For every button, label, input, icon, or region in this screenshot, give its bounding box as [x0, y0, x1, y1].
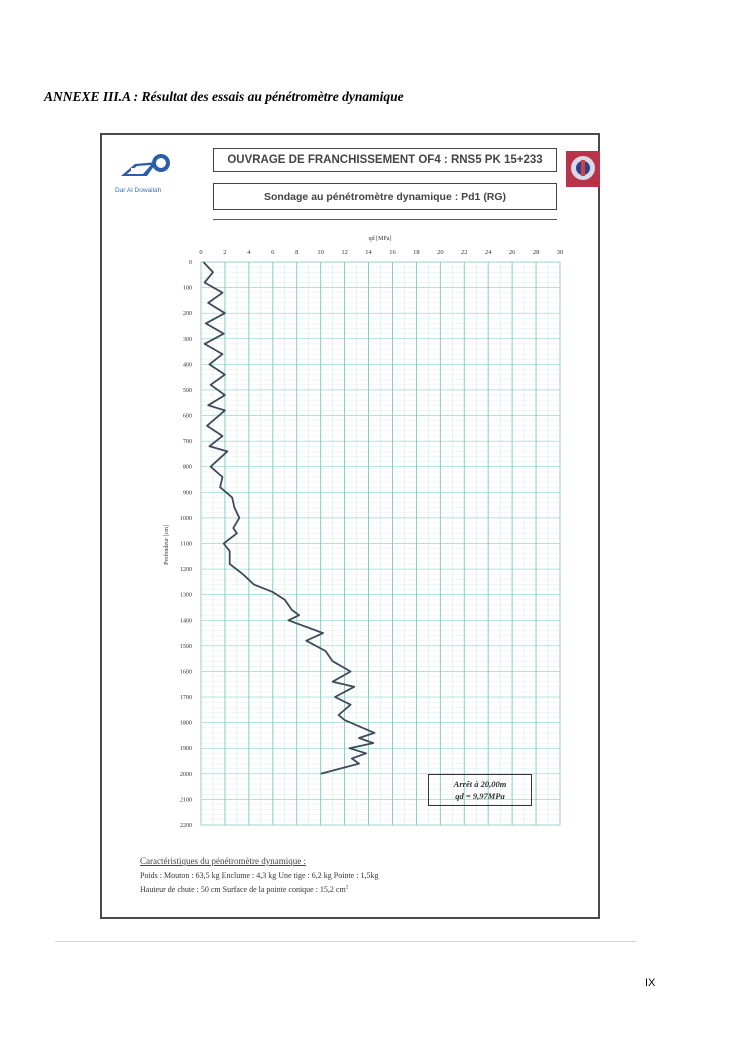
- x-axis-label: qd [MPa]: [368, 236, 392, 242]
- page-number: IX: [645, 977, 656, 989]
- y-tick-label: 0: [189, 260, 192, 266]
- scan-edge: [55, 941, 637, 942]
- y-tick-label: 2000: [180, 771, 192, 778]
- y-tick-label: 1200: [180, 567, 192, 574]
- x-tick-label: 26: [508, 249, 516, 256]
- x-tick-label: 28: [532, 249, 540, 256]
- stop-qd-text: qd = 9,97MPa: [455, 791, 505, 801]
- x-tick-label: 10: [317, 249, 324, 256]
- y-tick-label: 600: [183, 413, 192, 420]
- x-tick-label: 20: [437, 249, 444, 256]
- y-tick-label: 1700: [180, 695, 192, 702]
- org-name: Dar Al Dowailah: [115, 187, 162, 194]
- x-tick-label: 2: [223, 249, 227, 256]
- stop-annotation-box: [428, 774, 532, 806]
- y-tick-label: 2100: [180, 797, 192, 804]
- project-title: OUVRAGE DE FRANCHISSEMENT OF4 : RNS5 PK 15+233: [227, 154, 543, 166]
- y-tick-label: 1500: [180, 643, 192, 650]
- x-tick-label: 12: [341, 249, 348, 256]
- x-tick-label: 16: [389, 249, 396, 256]
- y-tick-label: 1300: [180, 592, 192, 599]
- specs-weights: Poids : Mouton : 63,5 kg Enclume : 4,3 kg Une tige : 6,2 kg Pointe : 1,5kg: [140, 871, 379, 880]
- y-tick-label: 1900: [180, 746, 192, 753]
- y-tick-label: 1600: [180, 669, 192, 676]
- lab-logo-text: LBS: [591, 180, 600, 185]
- y-tick-label: 1800: [180, 720, 192, 727]
- y-tick-label: 1400: [180, 618, 192, 625]
- x-tick-label: 30: [556, 249, 564, 256]
- x-tick-label: 14: [365, 249, 372, 256]
- y-tick-label: 400: [183, 362, 192, 369]
- specs-title: Caractéristiques du pénétromètre dynamique :: [140, 856, 306, 866]
- x-tick-label: 4: [247, 249, 251, 256]
- x-tick-label: 0: [199, 249, 203, 256]
- stop-depth-text: Arrêt à 20,00m: [453, 779, 507, 789]
- x-tick-label: 18: [413, 249, 420, 256]
- y-tick-label: 500: [183, 387, 192, 394]
- y-tick-label: 900: [183, 490, 192, 497]
- x-tick-label: 22: [461, 249, 468, 256]
- y-tick-label: 1000: [180, 515, 192, 522]
- y-tick-label: 800: [183, 464, 192, 471]
- x-tick-label: 6: [271, 249, 275, 256]
- annex-title: ANNEXE III.A : Résultat des essais au pénétromètre dynamique: [44, 89, 404, 104]
- x-tick-label: 24: [484, 249, 492, 256]
- y-tick-label: 700: [183, 439, 192, 446]
- specs-drop-line: [140, 885, 378, 894]
- specs-unit-exponent: 2: [345, 885, 349, 891]
- y-tick-label: 300: [183, 336, 192, 343]
- x-tick-label: 8: [295, 249, 299, 256]
- specs-drop-and-surface: Hauteur de chute : 50 cm Surface de la pointe conique : 15,2 cm: [140, 885, 346, 894]
- penetrometer-specs: [140, 856, 378, 899]
- y-axis-label: Profondeur [cm]: [164, 525, 170, 565]
- y-tick-label: 1100: [180, 541, 192, 548]
- y-tick-label: 2200: [180, 823, 192, 829]
- y-tick-label: 100: [183, 285, 192, 292]
- test-title: Sondage au pénétromètre dynamique : Pd1 (RG): [263, 190, 507, 203]
- y-tick-label: 200: [183, 311, 192, 318]
